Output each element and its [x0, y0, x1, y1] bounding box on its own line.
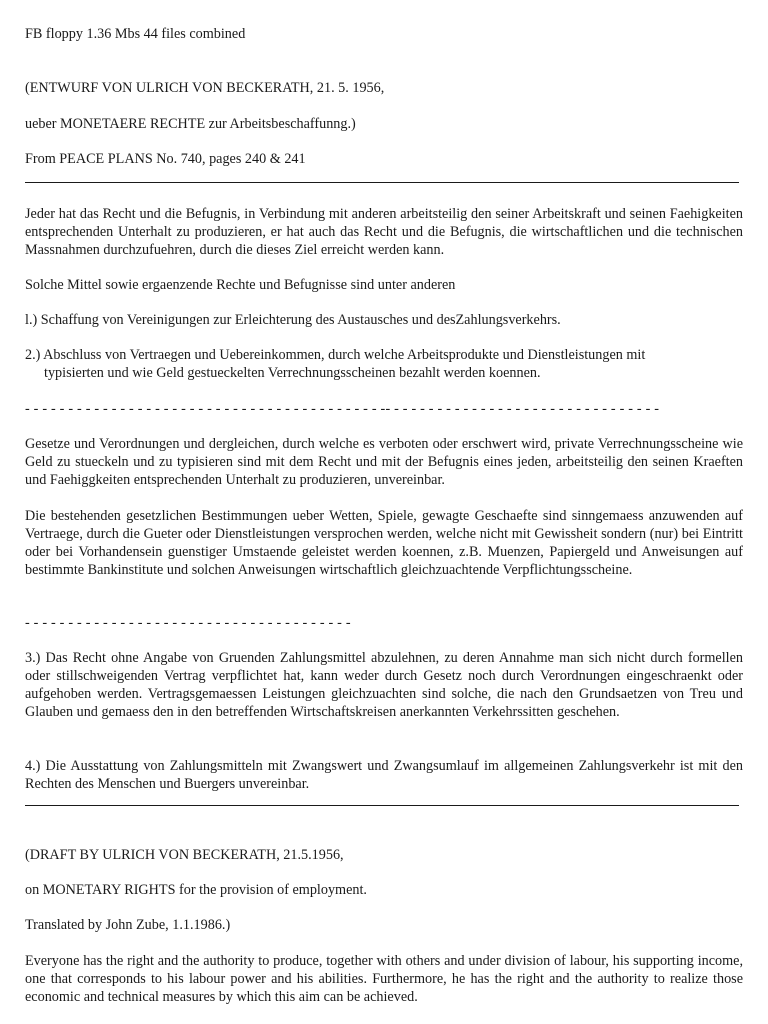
- dash-separator-short: - - - - - - - - - - - - - - - - - - - - - - - - - - - - - - - - - - - - - -: [25, 615, 351, 631]
- draft-line-german: (ENTWURF VON ULRICH VON BECKERATH, 21. 5. 1956,: [25, 80, 385, 96]
- german-means-intro: Solche Mittel sowie ergaenzende Rechte und Befugnisse sind unter anderen: [25, 277, 456, 293]
- english-intro-paragraph: Everyone has the right and the authority to produce, together with others and under division of labour, his supporting income, one that corresponds to his labour power and his abilities. Furthermore, he has the right and the authority to realize those economic and technical measures by which this aim can be achieved.: [25, 953, 743, 1005]
- dash-separator-long: - - - - - - - - - - - - - - - - - - - - - - - - - - - - - - - - - - - - - - - - - -- - - - - - - - - - - - - - - - - - - - - - - - - - - - - - - -: [25, 401, 660, 417]
- german-item-3: 3.) Das Recht ohne Angabe von Gruenden Zahlungsmittel abzulehnen, zu deren Annahme man sich nicht durch formellen oder stillschweigenden Vertrag verpflichtet hat, kann weder durch Gesetz noch durch Verordnungen eingeschraenkt oder aufgehoben werden. Vertragsgemaessen Leistungen gleichzuachten sind solche, die nach den Grundsaetzen von Treu und Glauben und gemaess den in den betreffenden Wirtschaftskreisen anerkannten Verkehrssitten geschehen.: [25, 650, 743, 720]
- german-item-2-continuation: typisierten und wie Geld gestueckelten Verrechnungsscheinen bezahlt werden koennen.: [44, 365, 541, 381]
- german-item-1: l.) Schaffung von Vereinigungen zur Erleichterung des Austausches und desZahlungsverkehrs.: [25, 312, 561, 328]
- draft-line-english: (DRAFT BY ULRICH VON BECKERATH, 21.5.1956,: [25, 847, 344, 863]
- german-laws-paragraph: Gesetze und Verordnungen und dergleichen, durch welche es verboten oder erschwert wird, private Verrechnungsscheine wie Geld zu stueckeln und zu typisieren sind mit dem Recht und mit der Befugnis eines jeden, arbeitsteilig den seinen Kraeften und Faehiggkeiten entsprechenden Unterhalt zu produzieren, unvereinbar.: [25, 436, 743, 488]
- horizontal-rule: [25, 182, 739, 183]
- german-intro-paragraph: Jeder hat das Recht und die Befugnis, in Verbindung mit anderen arbeitsteilig den seiner Arbeitskraft und seinen Faehigkeiten entsprechenden Unterhalt zu produzieren, er hat auch das Recht und die Befugnis, die wirtschaftlichen und die technischen Massnahmen durchzufuehren, durch die dieses Ziel erreicht werden kann.: [25, 206, 743, 258]
- source-line: From PEACE PLANS No. 740, pages 240 & 241: [25, 151, 306, 167]
- horizontal-rule-2: [25, 805, 739, 806]
- subject-line-german: ueber MONETAERE RECHTE zur Arbeitsbeschaffunng.): [25, 116, 356, 132]
- german-item-2: [25, 346, 743, 382]
- german-item-2-first-line: 2.) Abschluss von Vertraegen und Uebereinkommen, durch welche Arbeitsprodukte und Dienstleistungen mit: [25, 347, 646, 363]
- german-item-4: 4.) Die Ausstattung von Zahlungsmitteln mit Zwangswert und Zwangsumlauf im allgemeinen Zahlungsverkehr ist mit den Rechten des Menschen und Buergers unvereinbar.: [25, 758, 743, 792]
- subject-line-english: on MONETARY RIGHTS for the provision of employment.: [25, 882, 367, 898]
- file-note: FB floppy 1.36 Mbs 44 files combined: [25, 26, 246, 42]
- german-existing-provisions-paragraph: Die bestehenden gesetzlichen Bestimmungen ueber Wetten, Spiele, gewagte Geschaefte sind sinngemaess anzuwenden auf Vertraege, durch die Gueter oder Dienstleistungen versprochen werden, welche nicht mit Gewissheit sondern (nur) bei Eintritt oder bei Vorhandensein guenstiger Umstaende geleistet werden koennen, z.B. Muenzen, Papiergeld und Anweisungen auf bestimmte Bankinstitute und solchen Anweisungen wirtschaftlich gleichzuachtende Verpflichtungsscheine.: [25, 508, 743, 578]
- translator-line: Translated by John Zube, 1.1.1986.): [25, 917, 231, 933]
